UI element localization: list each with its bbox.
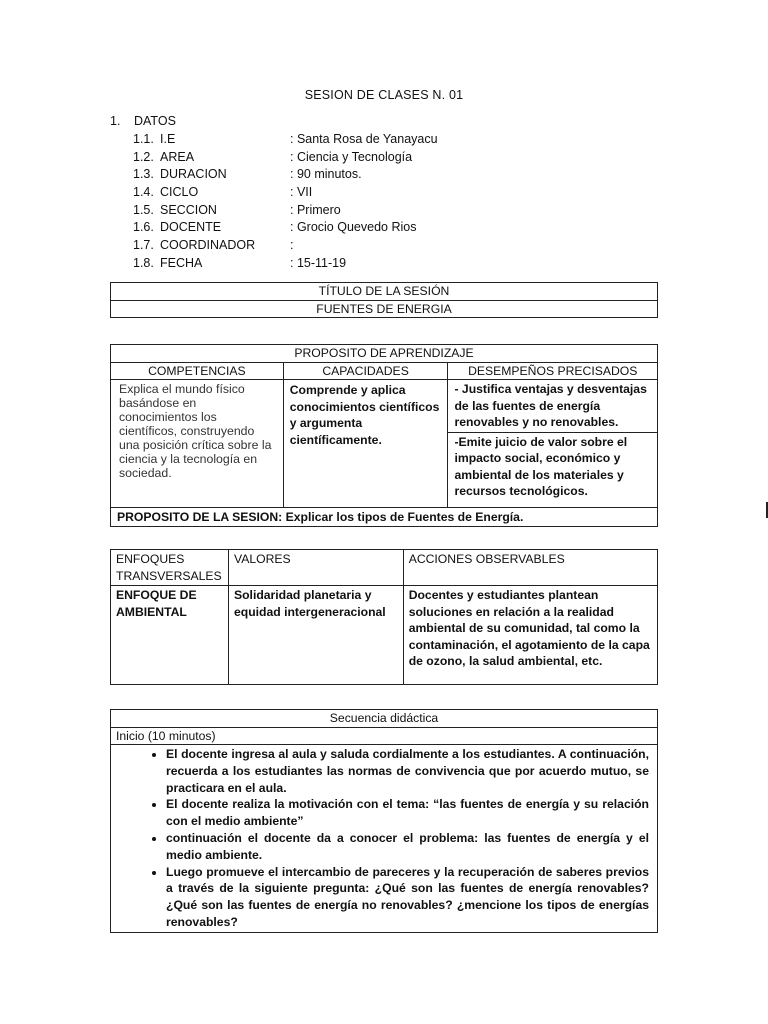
datos-item-label: DURACION	[160, 167, 227, 182]
datos-row	[133, 184, 438, 202]
secuencia-inicio: Inicio (10 minutos)	[111, 727, 658, 745]
datos-item-number: 1.4.	[133, 185, 154, 200]
list-item: • El docente ingresa al aula y saluda cordialmente a los estudiantes. A continuación, recuerda a los estudiantes las normas de convivencia que por acuerdo mutuo, se practicara en el aula.	[166, 746, 649, 796]
col-valores: VALORES	[228, 550, 403, 586]
datos-row	[133, 219, 438, 237]
titulo-heading: TÍTULO DE LA SESIÓN	[111, 283, 658, 301]
col-capacidades: CAPACIDADES	[283, 362, 448, 380]
datos-item-value: : 15-11-19	[290, 255, 347, 270]
col-desempenos: DESEMPEÑOS PRECISADOS	[448, 362, 658, 380]
datos-item-value: : Grocio Quevedo Rios	[290, 220, 417, 235]
datos-item-number: 1.7.	[133, 238, 154, 253]
titulo-value: FUENTES DE ENERGIA	[111, 300, 658, 318]
datos-item-label: SECCION	[160, 202, 217, 217]
datos-item-label: CICLO	[160, 185, 199, 200]
datos-item-label: I.E	[160, 132, 176, 146]
page-title: SESION DE CLASES N. 01	[304, 88, 464, 102]
datos-item-number: 1.6.	[133, 220, 154, 235]
datos-item-number: 1.2.	[133, 149, 154, 164]
list-item: • continuación el docente da a conocer el problema: las fuentes de energía y el medio ambiente.	[166, 830, 649, 864]
datos-item-label: AREA	[160, 149, 195, 164]
datos-row	[133, 255, 438, 273]
capacidad-text: Comprende y aplica conocimientos científicos y argumenta científicamente.	[283, 380, 448, 508]
valor-value: Solidaridad planetaria y equidad intergeneracional	[228, 586, 403, 685]
list-item: • El docente realiza la motivación con el tema: “las fuentes de energía y su relación con el medio ambiente”	[166, 796, 649, 830]
proposito-sesion: PROPOSITO DE LA SESION: Explicar los tipos de Fuentes de Energía.	[111, 507, 658, 527]
datos-item-number: 1.3.	[133, 167, 154, 182]
secuencia-body	[111, 745, 658, 933]
datos-row	[133, 166, 438, 184]
datos-item-number: 1.1.	[133, 132, 154, 146]
col-enfoques: ENFOQUES TRANSVERSALES	[111, 550, 229, 586]
datos-item-value: : Ciencia y Tecnología	[290, 149, 413, 164]
list-item: • Luego promueve el intercambio de pareceres y la recuperación de saberes previos a través de la siguiente pregunta: ¿Qué son las fuentes de energía renovables? ¿Qué son las fuentes de energía no renovables? ¿mencione los tipos de energías renovables?	[166, 864, 649, 931]
enfoques-table	[110, 549, 658, 685]
secuencia-table	[110, 709, 658, 933]
titulo-table	[110, 282, 658, 318]
col-acciones: ACCIONES OBSERVABLES	[403, 550, 657, 586]
secuencia-heading: Secuencia didáctica	[111, 710, 658, 728]
datos-heading-text: DATOS	[134, 114, 176, 128]
secuencia-list	[111, 746, 657, 931]
datos-item-label: COORDINADOR	[160, 238, 256, 253]
datos-item-number: 1.8.	[133, 255, 154, 270]
datos-number: 1.	[110, 114, 121, 128]
proposito-heading: PROPOSITO DE APRENDIZAJE	[111, 345, 658, 363]
competencia-text: Explica el mundo físico basándose en conocimientos los científicos, construyendo una posición crítica sobre la ciencia y la tecnología en sociedad.	[111, 380, 284, 508]
desempeno-2: -Emite juicio de valor sobre el impacto social, económico y ambiental de los materiales y recursos tecnológicos.	[448, 432, 658, 507]
datos-heading	[110, 114, 176, 128]
datos-list	[133, 131, 438, 273]
datos-item-label: FECHA	[160, 255, 203, 270]
datos-row	[133, 237, 438, 255]
proposito-table	[110, 344, 658, 527]
datos-row	[133, 149, 438, 167]
accion-value: Docentes y estudiantes plantean soluciones en relación a la realidad ambiental de su comunidad, tal como la contaminación, el agotamiento de la capa de ozono, la salud ambiental, etc.	[403, 586, 657, 685]
datos-item-label: DOCENTE	[160, 220, 222, 235]
datos-item-value: : Santa Rosa de Yanayacu	[290, 132, 438, 146]
datos-item-value: :	[290, 238, 294, 253]
datos-item-value: : Primero	[290, 202, 341, 217]
datos-row	[133, 202, 438, 220]
enfoque-value: ENFOQUE DE AMBIENTAL	[111, 586, 229, 685]
datos-row	[133, 131, 438, 149]
datos-item-number: 1.5.	[133, 202, 154, 217]
datos-item-value: : 90 minutos.	[290, 167, 362, 182]
col-competencias: COMPETENCIAS	[111, 362, 284, 380]
desempeno-1: - Justifica ventajas y desventajas de las fuentes de energía renovables y no renovables.	[448, 380, 658, 433]
datos-item-value: : VII	[290, 185, 313, 200]
